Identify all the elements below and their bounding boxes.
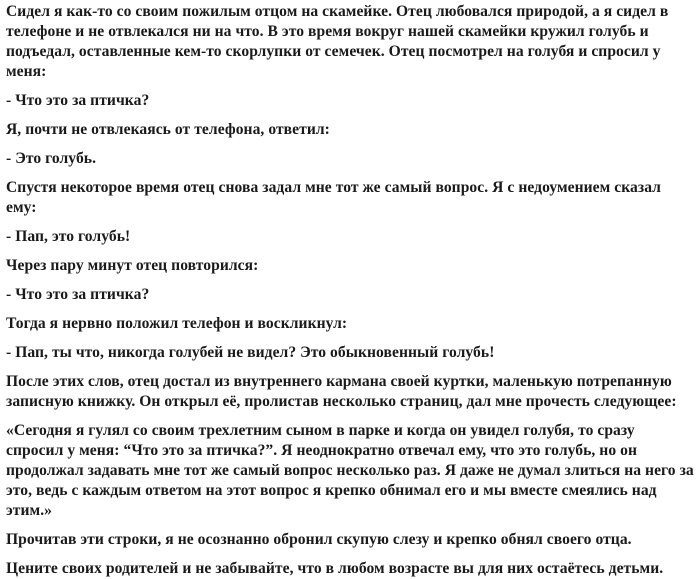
paragraph-narration-2: Спустя некоторое время отец снова задал мне тот же самый вопрос. Я с недоумением сказал ему:: [6, 179, 661, 216]
paragraph-notebook: После этих слов, отец достал из внутреннего кармана своей куртки, маленькую потрепанную записную книжку. Он открыл её, пролистав несколько страниц, дал мне прочесть следующее:: [6, 373, 677, 410]
paragraph-question-1: - Что это за птичка?: [6, 92, 150, 109]
paragraph-answer-1: - Это голубь.: [6, 150, 97, 167]
paragraph-narration-1: Я, почти не отвлекаясь от телефона, ответил:: [6, 121, 330, 138]
paragraph-moral: Цените своих родителей и не забывайте, что в любом возрасте вы для них остаётесь детьми.: [6, 560, 664, 577]
paragraph-answer-2: - Пап, это голубь!: [6, 228, 131, 245]
paragraph-narration-4: Тогда я нервно положил телефон и воскликнул:: [6, 315, 348, 332]
paragraph-quote: «Сегодня я гулял со своим трехлетним сыном в парке и когда он увидел голубя, то сразу спросил у меня: “Что это за птичка?”. Я неоднократно отвечал ему, что это голубь, но он продолжал задавать мне тот же самый вопрос несколько раз. Я даже не думал злиться на него за это, ведь с каждым ответом на этот вопрос я крепко обнимал его и мы вместе смеялись над этим.»: [6, 422, 694, 519]
paragraph-answer-3: - Пап, ты что, никогда голубей не видел? Это обыкновенный голубь!: [6, 344, 495, 361]
paragraph-narration-3: Через пару минут отец повторился:: [6, 257, 259, 274]
paragraph-intro: Сидел я как-то со своим пожилым отцом на скамейке. Отец любовался природой, а я сидел в телефоне и не отвлекался ни на что. В это время вокруг нашей скамейки кружил голубь и подъедал, оставленные кем-то скорлупки от семечек. Отец посмотрел на голубя и спросил у меня:: [6, 3, 669, 80]
paragraph-question-2: - Что это за птичка?: [6, 286, 150, 303]
paragraph-ending: Прочитав эти строки, я не осознанно обронил скупую слезу и крепко обнял своего отца.: [6, 531, 632, 548]
